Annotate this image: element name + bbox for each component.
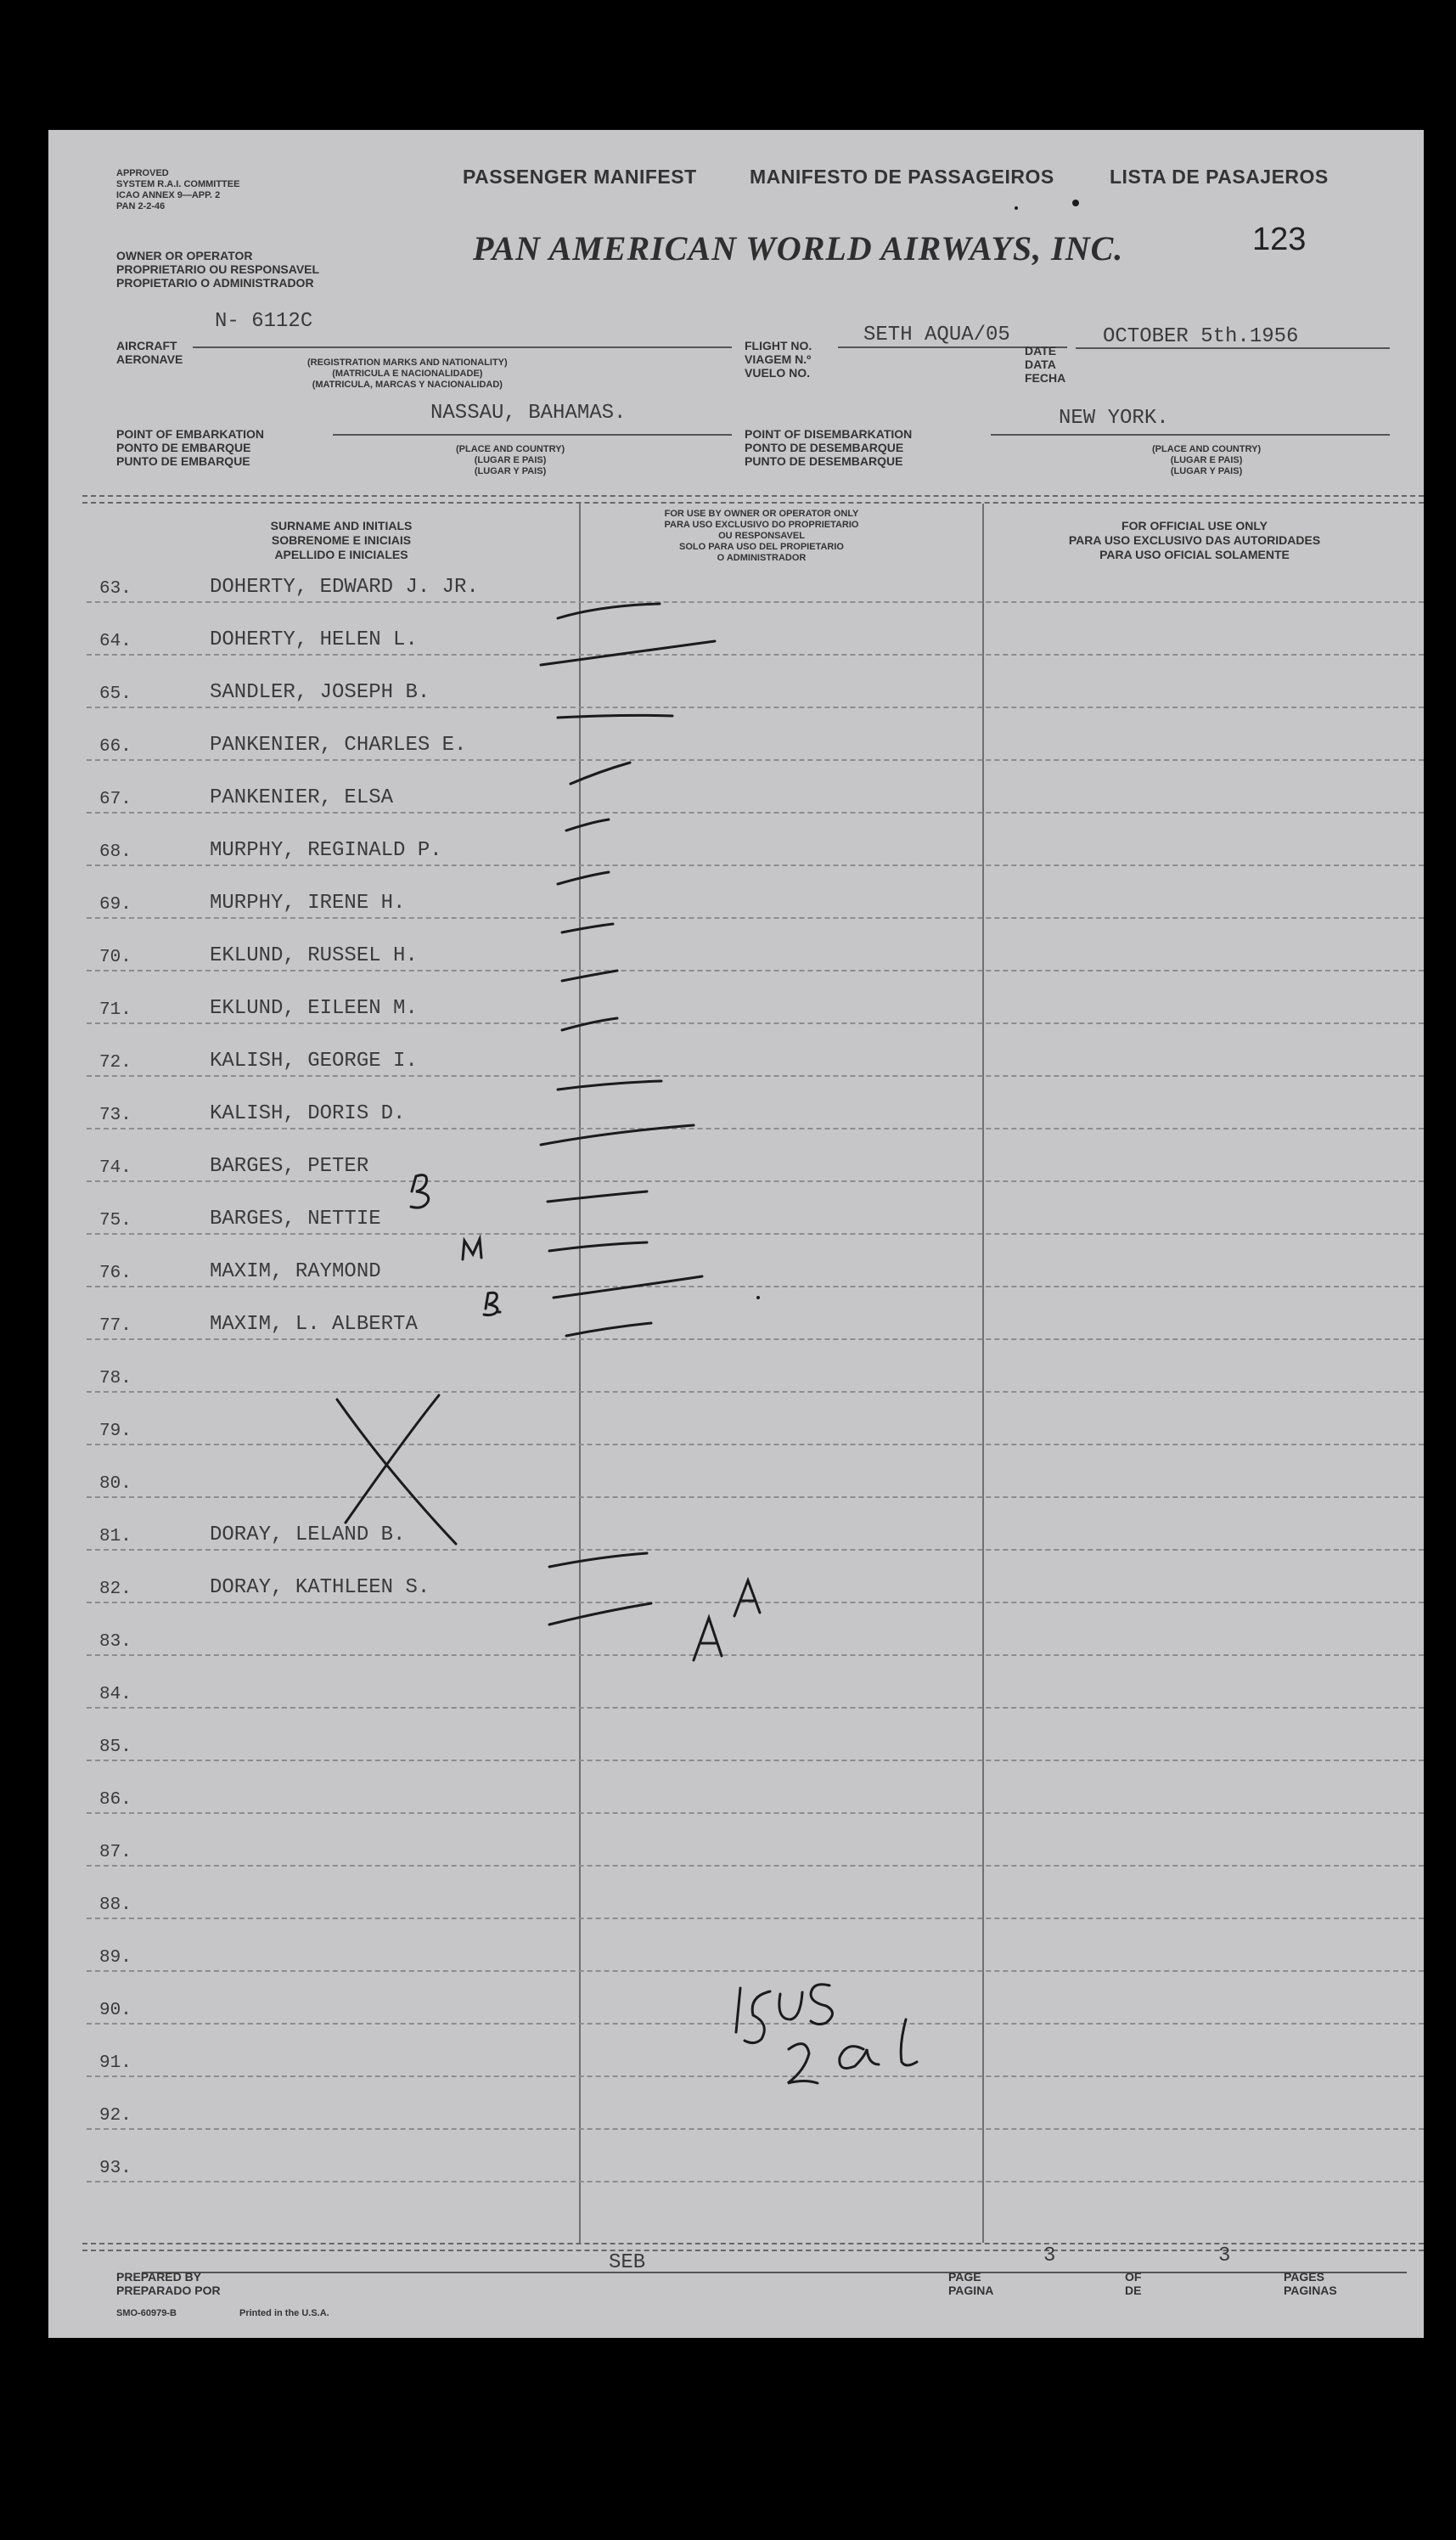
row-number: 72. bbox=[99, 1053, 132, 1073]
tick-mark bbox=[541, 1125, 694, 1145]
passenger-name: PANKENIER, CHARLES E. bbox=[210, 734, 467, 757]
row-number: 89. bbox=[99, 1948, 132, 1968]
date-value: OCTOBER 5th.1956 bbox=[1103, 325, 1299, 348]
check-marks bbox=[337, 604, 917, 2083]
row-number: 86. bbox=[99, 1790, 132, 1810]
note-15us bbox=[779, 1992, 802, 2019]
passenger-name: DOHERTY, EDWARD J. JR. bbox=[210, 576, 479, 599]
passenger-name: DOHERTY, HELEN L. bbox=[210, 628, 418, 651]
page-value: 3 bbox=[1043, 2244, 1056, 2267]
initial-mark bbox=[484, 1293, 500, 1315]
disembarkation-label-line: PONTO DE DESEMBARQUE bbox=[745, 441, 904, 454]
passenger-name: MAXIM, RAYMOND bbox=[210, 1260, 381, 1283]
note-2al bbox=[901, 2019, 917, 2065]
prepared-label-line: PREPARED BY bbox=[116, 2270, 202, 2284]
row-number: 90. bbox=[99, 2001, 132, 2020]
prepared-label-line: PREPARADO POR bbox=[116, 2284, 221, 2297]
row-number: 80. bbox=[99, 1474, 132, 1494]
flight-label-line: VIAGEM N.º bbox=[745, 352, 812, 366]
tick-mark bbox=[548, 1191, 647, 1202]
row-number: 88. bbox=[99, 1895, 132, 1915]
page-label-line: PAGE bbox=[948, 2270, 981, 2284]
column-header-line: FOR USE BY OWNER OR OPERATOR ONLY bbox=[664, 509, 859, 519]
disembarkation-sublabel-line: (LUGAR E PAIS) bbox=[1170, 455, 1243, 465]
pages-label-line: PAGINAS bbox=[1284, 2284, 1337, 2297]
prepared-label bbox=[116, 2270, 221, 2297]
approval-line: SYSTEM R.A.I. COMMITTEE bbox=[116, 179, 240, 189]
row-number: 92. bbox=[99, 2106, 132, 2126]
tick-mark bbox=[558, 715, 672, 718]
column-header-line: APELLIDO E INICIALES bbox=[274, 548, 408, 561]
pages-label bbox=[1284, 2270, 1337, 2297]
column-header-line: OU RESPONSAVEL bbox=[718, 531, 805, 541]
title-pt: MANIFESTO DE PASSAGEIROS bbox=[750, 166, 1054, 188]
aircraft-sublabel-line: (MATRICULA E NACIONALIDADE) bbox=[332, 369, 483, 379]
aircraft-label-line: AERONAVE bbox=[116, 352, 183, 366]
row-number: 66. bbox=[99, 737, 132, 757]
tick-mark bbox=[549, 1603, 651, 1625]
of-label-line: OF bbox=[1125, 2270, 1142, 2284]
note-15us bbox=[811, 1985, 833, 2025]
row-number: 75. bbox=[99, 1211, 132, 1231]
operator-name: PAN AMERICAN WORLD AIRWAYS, INC. bbox=[473, 229, 1124, 268]
prepared-value: SEB bbox=[609, 2251, 646, 2274]
row-number: 81. bbox=[99, 1527, 132, 1546]
pages-label-line: PAGES bbox=[1284, 2270, 1324, 2284]
embarkation-label-line: PUNTO DE EMBARQUE bbox=[116, 454, 250, 468]
passenger-name: DORAY, LELAND B. bbox=[210, 1523, 406, 1546]
row-number: 84. bbox=[99, 1685, 132, 1704]
cross-mark bbox=[337, 1400, 456, 1544]
aircraft-sublabel-line: (REGISTRATION MARKS AND NATIONALITY) bbox=[307, 358, 508, 368]
footer-rule-3 bbox=[142, 2272, 1407, 2273]
tick-mark bbox=[549, 1242, 647, 1251]
note-15us bbox=[736, 1988, 770, 2043]
row-number: 78. bbox=[99, 1369, 132, 1388]
embarkation-label-line: PONTO DE EMBARQUE bbox=[116, 441, 251, 454]
page-label-line: PAGINA bbox=[948, 2284, 994, 2297]
tick-mark bbox=[571, 763, 630, 784]
passenger-name: MAXIM, L. ALBERTA bbox=[210, 1313, 418, 1336]
row-number: 91. bbox=[99, 2053, 132, 2073]
date-label-line: DATA bbox=[1025, 358, 1056, 371]
column-header-line: PARA USO EXCLUSIVO DO PROPRIETARIO bbox=[664, 520, 859, 530]
passenger-name: MURPHY, REGINALD P. bbox=[210, 839, 442, 862]
passenger-name: EKLUND, EILEEN M. bbox=[210, 997, 418, 1020]
manifest-sheet bbox=[48, 130, 1424, 2338]
disembarkation-value: NEW YORK. bbox=[1059, 407, 1169, 430]
of-label-line: DE bbox=[1125, 2284, 1142, 2297]
approval-line: APPROVED bbox=[116, 168, 169, 178]
passenger-name: EKLUND, RUSSEL H. bbox=[210, 944, 418, 967]
passenger-name: SANDLER, JOSEPH B. bbox=[210, 681, 430, 704]
tick-mark bbox=[541, 641, 715, 665]
page-number: 123 bbox=[1252, 222, 1307, 257]
tick-mark bbox=[549, 1553, 647, 1567]
owner-label-line: PROPIETARIO O ADMINISTRADOR bbox=[116, 276, 314, 290]
passenger-name: PANKENIER, ELSA bbox=[210, 786, 394, 809]
passenger-name: KALISH, GEORGE I. bbox=[210, 1050, 418, 1073]
tick-mark bbox=[566, 819, 609, 831]
row-number: 73. bbox=[99, 1106, 132, 1125]
of-value: 3 bbox=[1218, 2244, 1231, 2267]
ink-dot bbox=[1015, 206, 1018, 210]
owner-label-line: PROPRIETARIO OU RESPONSAVEL bbox=[116, 262, 320, 276]
initial-mark bbox=[463, 1239, 481, 1259]
row-number: 67. bbox=[99, 790, 132, 809]
tick-mark bbox=[558, 604, 660, 618]
embarkation-sublabel-line: (PLACE AND COUNTRY) bbox=[456, 444, 565, 454]
owner-label-line: OWNER OR OPERATOR bbox=[116, 249, 253, 262]
row-number: 77. bbox=[99, 1316, 132, 1336]
aircraft-value: N- 6112C bbox=[215, 310, 313, 333]
annotation-a bbox=[694, 1618, 722, 1660]
row-number: 64. bbox=[99, 632, 132, 651]
row-number: 76. bbox=[99, 1264, 132, 1283]
column-header-line: SURNAME AND INITIALS bbox=[270, 519, 413, 532]
embarkation-label-line: POINT OF EMBARKATION bbox=[116, 427, 264, 441]
title-es: LISTA DE PASAJEROS bbox=[1110, 166, 1329, 188]
row-number: 85. bbox=[99, 1737, 132, 1757]
row-number: 82. bbox=[99, 1580, 132, 1599]
row-number: 83. bbox=[99, 1632, 132, 1652]
row-number: 70. bbox=[99, 948, 132, 967]
ink-dot bbox=[1072, 200, 1079, 206]
printed-note: Printed in the U.S.A. bbox=[239, 2308, 329, 2318]
embarkation-value: NASSAU, BAHAMAS. bbox=[430, 402, 627, 425]
row-number: 71. bbox=[99, 1000, 132, 1020]
handwriting-layer bbox=[48, 130, 1424, 2338]
of-label bbox=[1125, 2270, 1141, 2297]
passenger-name: DORAY, KATHLEEN S. bbox=[210, 1576, 430, 1599]
passenger-name: MURPHY, IRENE H. bbox=[210, 892, 406, 915]
approval-line: PAN 2-2-46 bbox=[116, 201, 166, 211]
disembarkation-sublabel-line: (LUGAR Y PAIS) bbox=[1170, 466, 1243, 476]
note-2al bbox=[840, 2047, 879, 2069]
column-header-line: O ADMINISTRADOR bbox=[717, 553, 807, 563]
date-label-line: DATE bbox=[1025, 344, 1057, 358]
initial-mark bbox=[411, 1175, 429, 1208]
tick-mark bbox=[558, 1081, 661, 1090]
row-number: 79. bbox=[99, 1422, 132, 1441]
row-number: 93. bbox=[99, 2159, 132, 2178]
row-number: 69. bbox=[99, 895, 132, 915]
tick-mark bbox=[558, 872, 609, 884]
flight-value: SETH AQUA/05 bbox=[863, 324, 1010, 346]
disembarkation-label-line: PUNTO DE DESEMBARQUE bbox=[745, 454, 903, 468]
row-number: 68. bbox=[99, 842, 132, 862]
ink-dot bbox=[756, 1296, 760, 1299]
form-code: SMO-60979-B bbox=[116, 2308, 177, 2318]
aircraft-sublabel-line: (MATRICULA, MARCAS Y NACIONALIDAD) bbox=[312, 380, 503, 390]
column-header-line: SOBRENOME E INICIAIS bbox=[271, 533, 412, 547]
passenger-name: BARGES, NETTIE bbox=[210, 1208, 381, 1231]
embarkation-sublabel-line: (LUGAR E PAIS) bbox=[474, 455, 547, 465]
approval-line: ICAO ANNEX 9—APP. 2 bbox=[116, 190, 221, 200]
title-en: PASSENGER MANIFEST bbox=[463, 166, 697, 188]
date-label-line: FECHA bbox=[1025, 371, 1066, 385]
column-header-line: PARA USO EXCLUSIVO DAS AUTORIDADES bbox=[1068, 533, 1321, 547]
flight-label-line: VUELO NO. bbox=[745, 366, 811, 380]
passenger-name: BARGES, PETER bbox=[210, 1155, 369, 1178]
flight-label-line: FLIGHT NO. bbox=[745, 339, 812, 352]
tick-mark bbox=[562, 1018, 617, 1030]
passenger-name: KALISH, DORIS D. bbox=[210, 1102, 406, 1125]
ink-dots bbox=[756, 200, 1079, 1299]
disembarkation-sublabel-line: (PLACE AND COUNTRY) bbox=[1152, 444, 1262, 454]
column-header-line: SOLO PARA USO DEL PROPIETARIO bbox=[679, 542, 844, 552]
tick-mark bbox=[566, 1323, 651, 1336]
note-2al bbox=[788, 2044, 818, 2083]
tick-mark bbox=[554, 1276, 702, 1298]
disembarkation-label-line: POINT OF DISEMBARKATION bbox=[745, 427, 913, 441]
column-header-line: PARA USO OFICIAL SOLAMENTE bbox=[1099, 548, 1290, 561]
row-number: 74. bbox=[99, 1158, 132, 1178]
cross-mark bbox=[346, 1395, 439, 1523]
embarkation-sublabel-line: (LUGAR Y PAIS) bbox=[474, 466, 547, 476]
aircraft-label-line: AIRCRAFT bbox=[116, 339, 177, 352]
tick-mark bbox=[562, 924, 613, 932]
tick-mark bbox=[562, 971, 617, 981]
annotation-a bbox=[734, 1580, 760, 1616]
row-number: 63. bbox=[99, 579, 132, 599]
row-number: 65. bbox=[99, 684, 132, 704]
page-label bbox=[948, 2270, 993, 2297]
row-number: 87. bbox=[99, 1843, 132, 1862]
column-header-line: FOR OFFICIAL USE ONLY bbox=[1122, 519, 1268, 532]
